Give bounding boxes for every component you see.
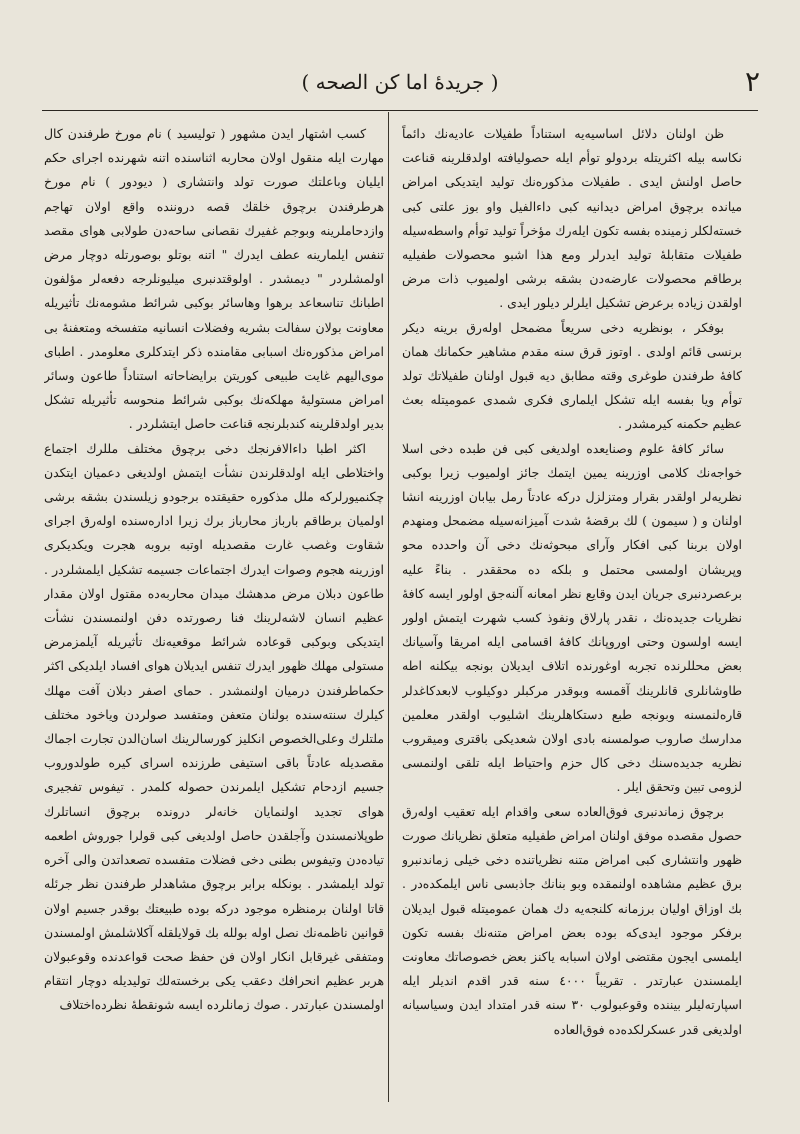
paragraph: سائر كافهٔ علوم وصنايعده اولديغى كبى فن طبده دخى اسلا خواجه‌نك كلامى اوزرينه يمين ايتمك جائز اولميوب زيرا بوكبى نظريه‌لر اولقدر بقرار ومتزلزل دركه عادتاً رمل بيابان اوزرينه انشا اولنان و ( سيمون ) لك برقضهٔ شدت آميزانه‌سيله مضمحل ومنهدم اولان بربنا كبى افكار وآراى مبحوثه‌نك دخى آن واحدده محو وپريشان اولمسى محتمل و بلكه ده محققدر . بناءً عليه برعصردنبرى جريان ايدن وقايع نظر امعانه آلنه‌جق اولور ايسه كافهٔ نظريات جديده‌نك ، نقدر پارلاق ونفوذ كسب شهرت ايتمش اولور ايسه اولسون وحتى اوروپانك كافهٔ اقسامى ايله امريقا وآسيانك بعض محللرنده تجربه اوغورنده اتلاف ايديلان بونجه بيكلنه اطه طاوشانلرى قانلرينك آقمسه وبوقدر مركبلر دوكيلوب لابعدكاغدلر قاره‌لنمسنه وبونجه طبع دستكاهلرينك اشليوب اولقدر معلمين مدارسك صاروب صولمسنه بادى اولان شعديكى باقترى وميقروب نظريه جديده‌سنك دخى كال حزم واحتياط ايله تلقى اولنمسى لزومى تبين وتحقق ايلر . [402, 440, 742, 795]
paragraph: برچوق زماندنبرى فوق‌العاده سعى واقدام ايله تعقيب اوله‌رق حصول مقصده موفق اولنان امراض طفيليه متعلق نظريانك صورت ظهور وانتشارى كبى امراض متنه نظرياتنده دخى خيلى زماندنبرو برق عظيم مشاهده اولنمقده وبو بنانك جاذبسى ناس ايلمكده‌در . بك اوزاق اوليان برزمانه كلنجه‌يه دك همان عموميتله قبول ايديلان برفكر موجود ايدى‌كه بوده بعض امراض متنه‌نك بفسه تكون ايلمسى ايجون مقتضى اولان اسبابه ياكنز بعض خصوصاتك معاونت ايلمسندن عبارتدر . تقريباً ٤٠٠٠ سنه قدر اقدم انديلر ايله اسپارته‌ليلر بيننده وقوعبولوب ٣٠ سنه قدر امتداد ايدن وسياسيانه اولديغى قدر عسكرلكده‌ده فوق‌العاده [402, 803, 742, 1037]
header-rule [42, 110, 758, 111]
page-header [40, 62, 760, 102]
left-column [44, 122, 384, 1102]
paragraph: بوفكر ، بونظريه دخى سريعاً مضمحل اوله‌رق برينه ديكر برنسى قائم اولدى . اوتوز قرق سنه مقدم مشاهير حكمانك همان كافهٔ طرفندن طوغرى وقته مطابق ديه قبول اولنان طفيلاتك تولد توأم ويا بفسه ايله تشكل ايلمارى فكرى شمدى عموميتله بعث عظيم حكمنه كيرمشدر . [402, 319, 742, 432]
right-column [402, 122, 742, 1102]
paragraph: اكثر اطبا داءالافرنجك دخى برچوق مختلف مللرك اجتماع واختلاطى ايله اولدقلرندن نشأت ايتمش اولديغى دعميان ايتكدن چكنميورلركه ملل مذكوره حقيقتده برجودو زيلسندن بشقه برشى اولميان برطاقم بارباز محارباز برك زيرا اداره‌سنده اوله‌رق اجراى شقاوت وغصب غارت مقصديله اوتبه بروبه هجرت ويكديكرى اوزرينه هجوم وصوات ايدرك اجتماعات جسيمه تشكيل ايلمشلردر . طاعون دبلان مرض مدهشك ميدان محاربه‌ده مقتول اولان مقدار عظيم انسان لاشه‌لرينك فنا رصورتده دفن اولنمسندن نشأت ايتديكى وبوكبى قوعاده شرائط موقعيه‌نك تأثيريله آيلمزمرض مستولى مهلك ظهور ايدرك تنفس ايديلان هواى افساد ايلديكى اكثر حكماطرفندن درميان اولنمشدر . حماى اصفر دبلان آفت مهلك كيلرك سنته‌سنده بولنان متعفن ومتفسد صولردن وياخود مختلف ملتلرك وعلى‌الخصوص انكليز كورسالرينك اسان‌الدن تجارت اجماك مقصديله عادتاً باقى استيفى طرزنده اسراى كيره طولدوروب جسيم ازدحام تشكيل ايلمرندن حصوله كلمدر . تيفوس تفجيرى هواى تجديد اولنمايان خانه‌لر درونده برچوق انساتلرك طوپلانمسندن وآجلقدن حاصل اولديغى كبى قولرا جوروش اطعمه تياده‌دن وتيفوس بطنى دخى فضلات متفسده تصعداتدن والى آخره تولد ايلمشدر . بونكله برابر برچوق مشاهدلر طرفندن نظر جرئله قاتا اولنان برمنظره موجود دركه بوده طبيعتك بوقدر جسيم اولان قوانين ناظمه‌نك نصل اوله بولله بك قولايلقله آكلاشلمش اولمسندن ومتفقى غيرقابل انكار اولان فن حفظ صحت قواعدنده وقوعبولان هربر عظيم انحرافك دعقب يكى برخسته‌لك توليديله دوچار انتقام اولمسندن عبارتدر . صوك زمانلرده ايسه شونقطهٔ نظرده‌اختلاف [44, 440, 384, 1013]
column-divider [388, 112, 389, 1102]
paragraph: ظن اولنان دلائل اساسيه‌يه استناداً طفيلات عاديه‌نك دائماً نكاسه بيله اكثريتله بردولو توأم ايله حصوليافته اولدقلرينه قناعت حاصل اولنش ايدى . طفيلات مذكوره‌نك توليد ايتديكى امراض ميانده برچوق امراض ديدانيه كبى داءالفيل واو بوز علتى كبى خسته‌لكلر زمينده بفسه تكون ايله‌رك مؤخراً توليد توأم واسطه‌سيله طفيلات متقابلهٔ توليد ايدرلر ومع هذا اشبو محصولات طفيليه برطاقم محصولات عارضه‌دن بشقه برشى اولميوب ذات مرض اولقدن زياده برعرض تشكيل ايلرلر ديلور ايدى . [402, 126, 742, 311]
running-title: ( جريدهٔ اما كن الصحه ) [301, 70, 499, 94]
paragraph: كسب اشتهار ايدن مشهور ( توليسيد ) نام مورخ طرفندن كال مهارت ايله منقول اولان محاربه اثناسنده اتنه شهرنده اجراى حكم ايليان وباعلتك صورت تولد وانتشارى ( ديودور ) نام مورخ هرطرفندن برچوق خلقك قصه دروننده واقع اولان تهاجم وازدحاملرينه وبوجم غفيرك نقصانى ساحه‌دن طولابى هواى مقصد تنفس ايلمارينه عطف ايدرك " اتنه بوتلو بوصورتله دوچار مرض اولمشلردر " ديمشدر . اولوقتدنبرى ميليونلرجه دفعه‌لر مؤلفون اطبانك تناسعاعد برهوا وهاسائر بوكبى شرائط مشومه‌نك تأثيريله معاونت بولان سفالت بشريه وفضلات انسانيه متفسخه ومتعفنهٔ بى امراض مذكوره‌نك اسبابى مقامنده ذكر ايتدكلرى معلومدر . اطباى موى‌اليهم غايت طبيعى كوريتن برايضاحاته استناداً طاعون وسائر امراض مستوليهٔ مهلكه‌نك بوكبى شرائط منحوسه تأثيريله تشكل بدير اولدقلرينه كندبلرنجه قناعت حاصل ايتشلردر . [44, 126, 384, 432]
page-number: ٢ [744, 65, 760, 98]
